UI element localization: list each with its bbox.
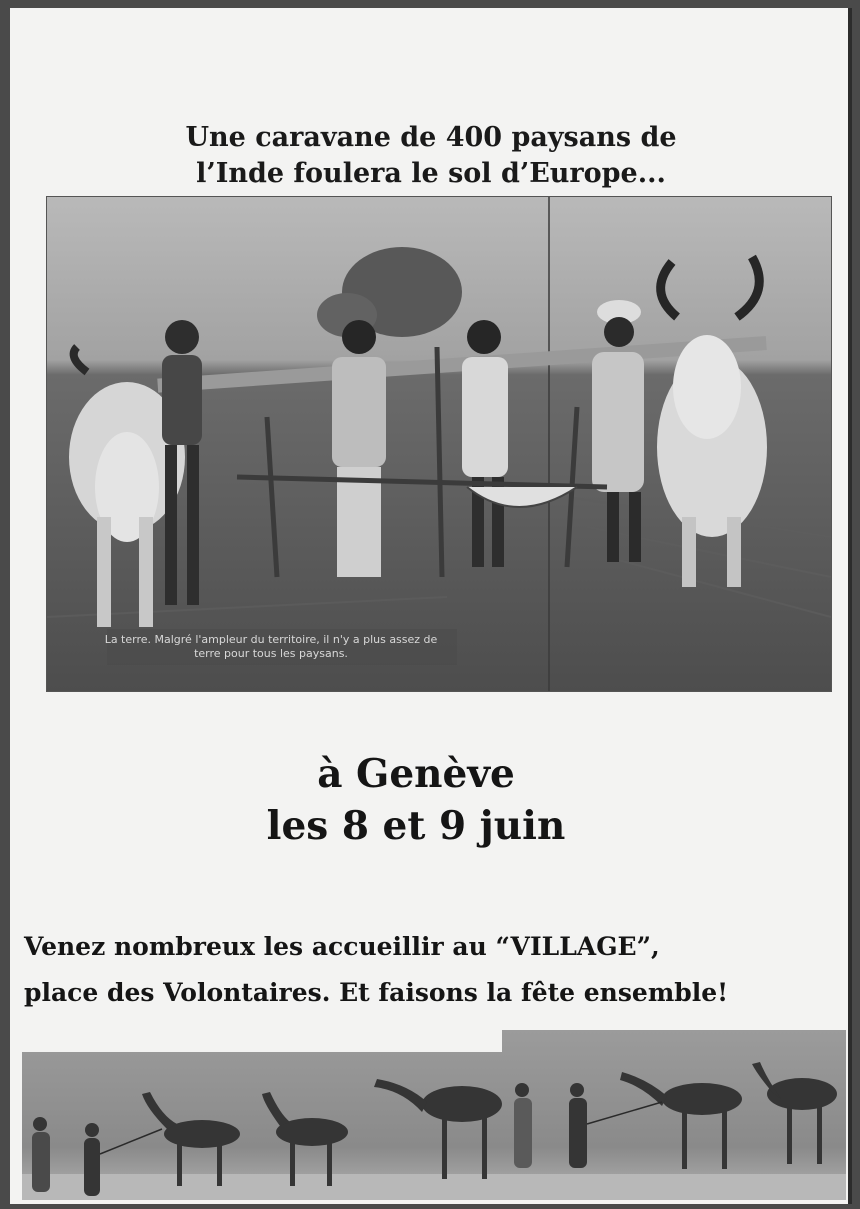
farmers-plowing-illustration xyxy=(47,197,831,691)
flyer-sheet xyxy=(10,8,852,1204)
camel-caravan-illustration xyxy=(22,1024,846,1200)
headline-line-1: Une caravane de 400 paysans de xyxy=(185,122,677,153)
event-dates: les 8 et 9 juin xyxy=(266,803,566,849)
farmers-plowing-photo xyxy=(46,196,832,692)
headline-line-2: l’Inde foulera le sol d’Europe... xyxy=(196,158,666,189)
headline xyxy=(10,120,852,192)
invitation-line-1: Venez nombreux les accueillir au “VILLAGE”, xyxy=(24,932,660,961)
event-info xyxy=(10,748,822,852)
invitation-line-2: place des Volontaires. Et faisons la fête ensemble! xyxy=(24,978,729,1007)
camel-caravan-photo xyxy=(22,1024,846,1200)
event-location: à Genève xyxy=(317,751,515,797)
photo-caption: La terre. Malgré l'ampleur du territoire, il n'y a plus assez de terre pour tous les paysans. xyxy=(104,633,438,660)
invitation xyxy=(24,924,860,1016)
